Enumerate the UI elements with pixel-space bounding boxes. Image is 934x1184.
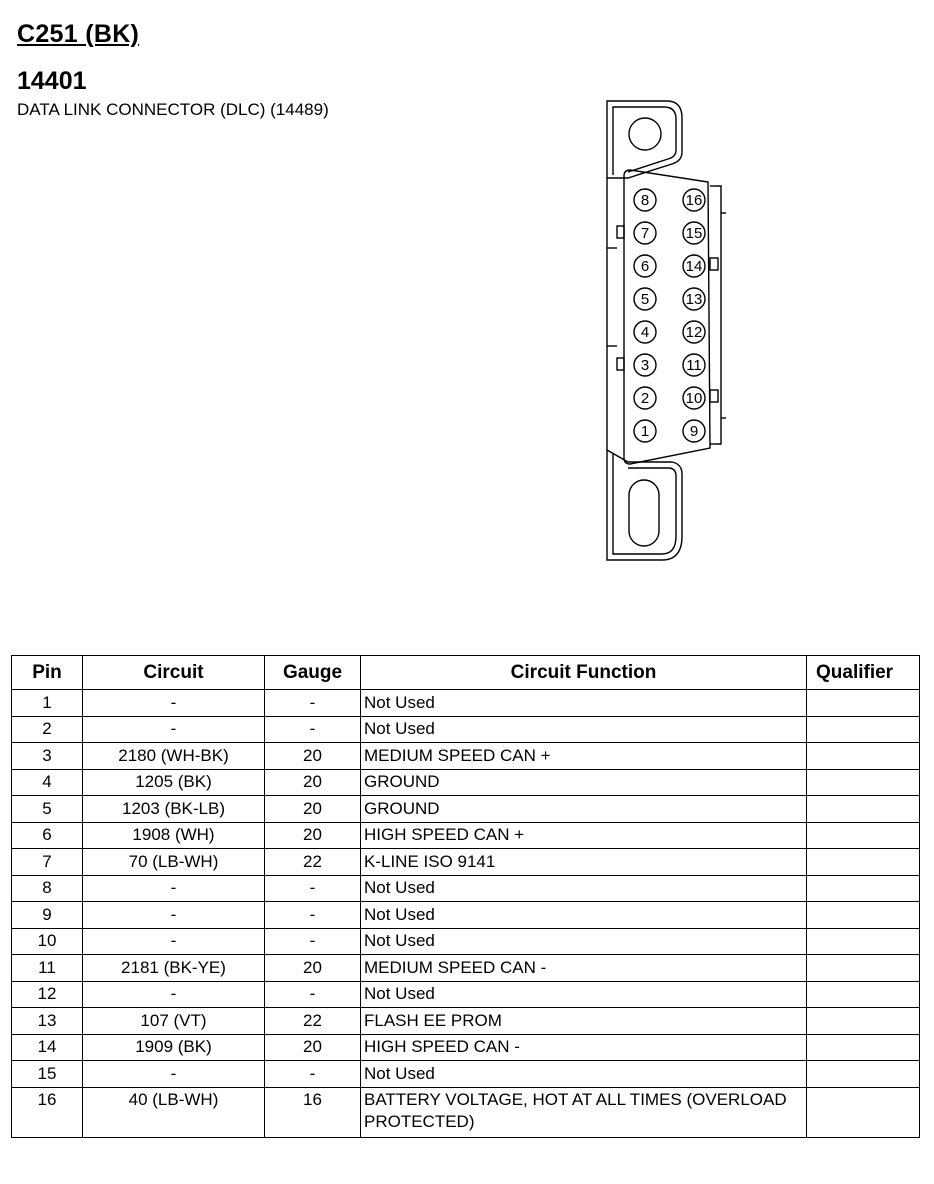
table-row bbox=[12, 955, 920, 982]
pin-label: 15 bbox=[685, 225, 703, 242]
cell-function: K-LINE ISO 9141 bbox=[361, 849, 807, 876]
cell-function: Not Used bbox=[361, 902, 807, 929]
header-gauge: Gauge bbox=[265, 656, 361, 690]
cell-circuit: 70 (LB-WH) bbox=[83, 849, 265, 876]
table-row bbox=[12, 716, 920, 743]
cell-pin: 7 bbox=[12, 849, 83, 876]
cell-gauge: 22 bbox=[265, 1008, 361, 1035]
cell-function: MEDIUM SPEED CAN - bbox=[361, 955, 807, 982]
cell-function: GROUND bbox=[361, 796, 807, 823]
cell-function: GROUND bbox=[361, 769, 807, 796]
cell-gauge: 20 bbox=[265, 955, 361, 982]
header-qualifier: Qualifier bbox=[807, 656, 920, 690]
cell-circuit: - bbox=[83, 875, 265, 902]
pin-label: 11 bbox=[686, 357, 702, 374]
pinout-table bbox=[11, 655, 920, 1138]
table-row bbox=[12, 875, 920, 902]
cell-function: MEDIUM SPEED CAN + bbox=[361, 743, 807, 770]
cell-circuit: - bbox=[83, 902, 265, 929]
cell-pin: 8 bbox=[12, 875, 83, 902]
pin-label: 12 bbox=[685, 324, 703, 341]
cell-function: BATTERY VOLTAGE, HOT AT ALL TIMES (OVERLOAD PROTECTED) bbox=[361, 1087, 807, 1137]
table-row bbox=[12, 1061, 920, 1088]
cell-function: HIGH SPEED CAN - bbox=[361, 1034, 807, 1061]
table-row bbox=[12, 1008, 920, 1035]
cell-function: FLASH EE PROM bbox=[361, 1008, 807, 1035]
cell-function: HIGH SPEED CAN + bbox=[361, 822, 807, 849]
table-header-row bbox=[12, 656, 920, 690]
cell-pin: 5 bbox=[12, 796, 83, 823]
cell-circuit: - bbox=[83, 716, 265, 743]
cell-circuit: 2180 (WH-BK) bbox=[83, 743, 265, 770]
cell-gauge: 20 bbox=[265, 1034, 361, 1061]
cell-qualifier bbox=[807, 822, 920, 849]
header-circuit: Circuit bbox=[83, 656, 265, 690]
table-row bbox=[12, 902, 920, 929]
cell-circuit: 2181 (BK-YE) bbox=[83, 955, 265, 982]
cell-function: Not Used bbox=[361, 1061, 807, 1088]
cell-function: Not Used bbox=[361, 875, 807, 902]
cell-pin: 15 bbox=[12, 1061, 83, 1088]
cell-pin: 16 bbox=[12, 1087, 83, 1137]
pin-label: 3 bbox=[640, 357, 650, 374]
pin-label: 6 bbox=[640, 258, 650, 275]
cell-qualifier bbox=[807, 875, 920, 902]
cell-gauge: 20 bbox=[265, 796, 361, 823]
table-row bbox=[12, 849, 920, 876]
cell-function: Not Used bbox=[361, 690, 807, 717]
cell-pin: 4 bbox=[12, 769, 83, 796]
cell-function: Not Used bbox=[361, 716, 807, 743]
pin-label: 8 bbox=[640, 192, 650, 209]
cell-circuit: 1203 (BK-LB) bbox=[83, 796, 265, 823]
pin-label: 14 bbox=[685, 258, 703, 275]
cell-pin: 9 bbox=[12, 902, 83, 929]
cell-gauge: - bbox=[265, 902, 361, 929]
table-row bbox=[12, 796, 920, 823]
table-row bbox=[12, 822, 920, 849]
cell-gauge: - bbox=[265, 690, 361, 717]
cell-circuit: 1908 (WH) bbox=[83, 822, 265, 849]
pin-label: 2 bbox=[640, 390, 650, 407]
cell-pin: 12 bbox=[12, 981, 83, 1008]
cell-qualifier bbox=[807, 1087, 920, 1137]
cell-qualifier bbox=[807, 849, 920, 876]
cell-pin: 10 bbox=[12, 928, 83, 955]
cell-circuit: - bbox=[83, 690, 265, 717]
pin-column-right bbox=[683, 189, 705, 442]
pin-column-left bbox=[634, 189, 656, 442]
header-pin: Pin bbox=[12, 656, 83, 690]
table-row bbox=[12, 981, 920, 1008]
cell-circuit: - bbox=[83, 928, 265, 955]
table-row bbox=[12, 928, 920, 955]
pin-label: 1 bbox=[640, 423, 650, 440]
cell-qualifier bbox=[807, 928, 920, 955]
cell-circuit: 1909 (BK) bbox=[83, 1034, 265, 1061]
cell-pin: 2 bbox=[12, 716, 83, 743]
cell-gauge: 20 bbox=[265, 743, 361, 770]
cell-qualifier bbox=[807, 981, 920, 1008]
cell-circuit: - bbox=[83, 981, 265, 1008]
cell-gauge: - bbox=[265, 716, 361, 743]
cell-gauge: - bbox=[265, 875, 361, 902]
cell-gauge: - bbox=[265, 928, 361, 955]
cell-pin: 3 bbox=[12, 743, 83, 770]
connector-diagram bbox=[600, 98, 732, 564]
pin-label: 13 bbox=[685, 291, 703, 308]
cell-gauge: - bbox=[265, 1061, 361, 1088]
cell-qualifier bbox=[807, 1061, 920, 1088]
part-number: 14401 bbox=[17, 67, 87, 95]
cell-pin: 14 bbox=[12, 1034, 83, 1061]
cell-circuit: 40 (LB-WH) bbox=[83, 1087, 265, 1137]
cell-pin: 6 bbox=[12, 822, 83, 849]
connector-description: DATA LINK CONNECTOR (DLC) (14489) bbox=[17, 100, 329, 119]
cell-pin: 1 bbox=[12, 690, 83, 717]
cell-circuit: 1205 (BK) bbox=[83, 769, 265, 796]
cell-qualifier bbox=[807, 1034, 920, 1061]
table-row bbox=[12, 743, 920, 770]
pin-label: 9 bbox=[689, 423, 699, 440]
cell-gauge: - bbox=[265, 981, 361, 1008]
pin-label: 16 bbox=[685, 192, 703, 209]
cell-qualifier bbox=[807, 1008, 920, 1035]
cell-qualifier bbox=[807, 902, 920, 929]
header-circuit-function: Circuit Function bbox=[361, 656, 807, 690]
cell-pin: 11 bbox=[12, 955, 83, 982]
connector-title: C251 (BK) bbox=[17, 20, 140, 48]
cell-function: Not Used bbox=[361, 928, 807, 955]
table-row bbox=[12, 1087, 920, 1137]
cell-gauge: 22 bbox=[265, 849, 361, 876]
cell-gauge: 20 bbox=[265, 822, 361, 849]
cell-qualifier bbox=[807, 796, 920, 823]
pin-label: 10 bbox=[685, 390, 703, 407]
table-row bbox=[12, 769, 920, 796]
pin-label: 4 bbox=[640, 324, 650, 341]
cell-circuit: - bbox=[83, 1061, 265, 1088]
cell-qualifier bbox=[807, 743, 920, 770]
cell-qualifier bbox=[807, 716, 920, 743]
cell-pin: 13 bbox=[12, 1008, 83, 1035]
cell-qualifier bbox=[807, 955, 920, 982]
connector-outline bbox=[607, 101, 726, 560]
table-row bbox=[12, 1034, 920, 1061]
cell-circuit: 107 (VT) bbox=[83, 1008, 265, 1035]
table-row bbox=[12, 690, 920, 717]
pin-label: 7 bbox=[640, 225, 650, 242]
cell-qualifier bbox=[807, 690, 920, 717]
cell-gauge: 20 bbox=[265, 769, 361, 796]
cell-function: Not Used bbox=[361, 981, 807, 1008]
pin-label: 5 bbox=[640, 291, 650, 308]
cell-qualifier bbox=[807, 769, 920, 796]
cell-gauge: 16 bbox=[265, 1087, 361, 1137]
